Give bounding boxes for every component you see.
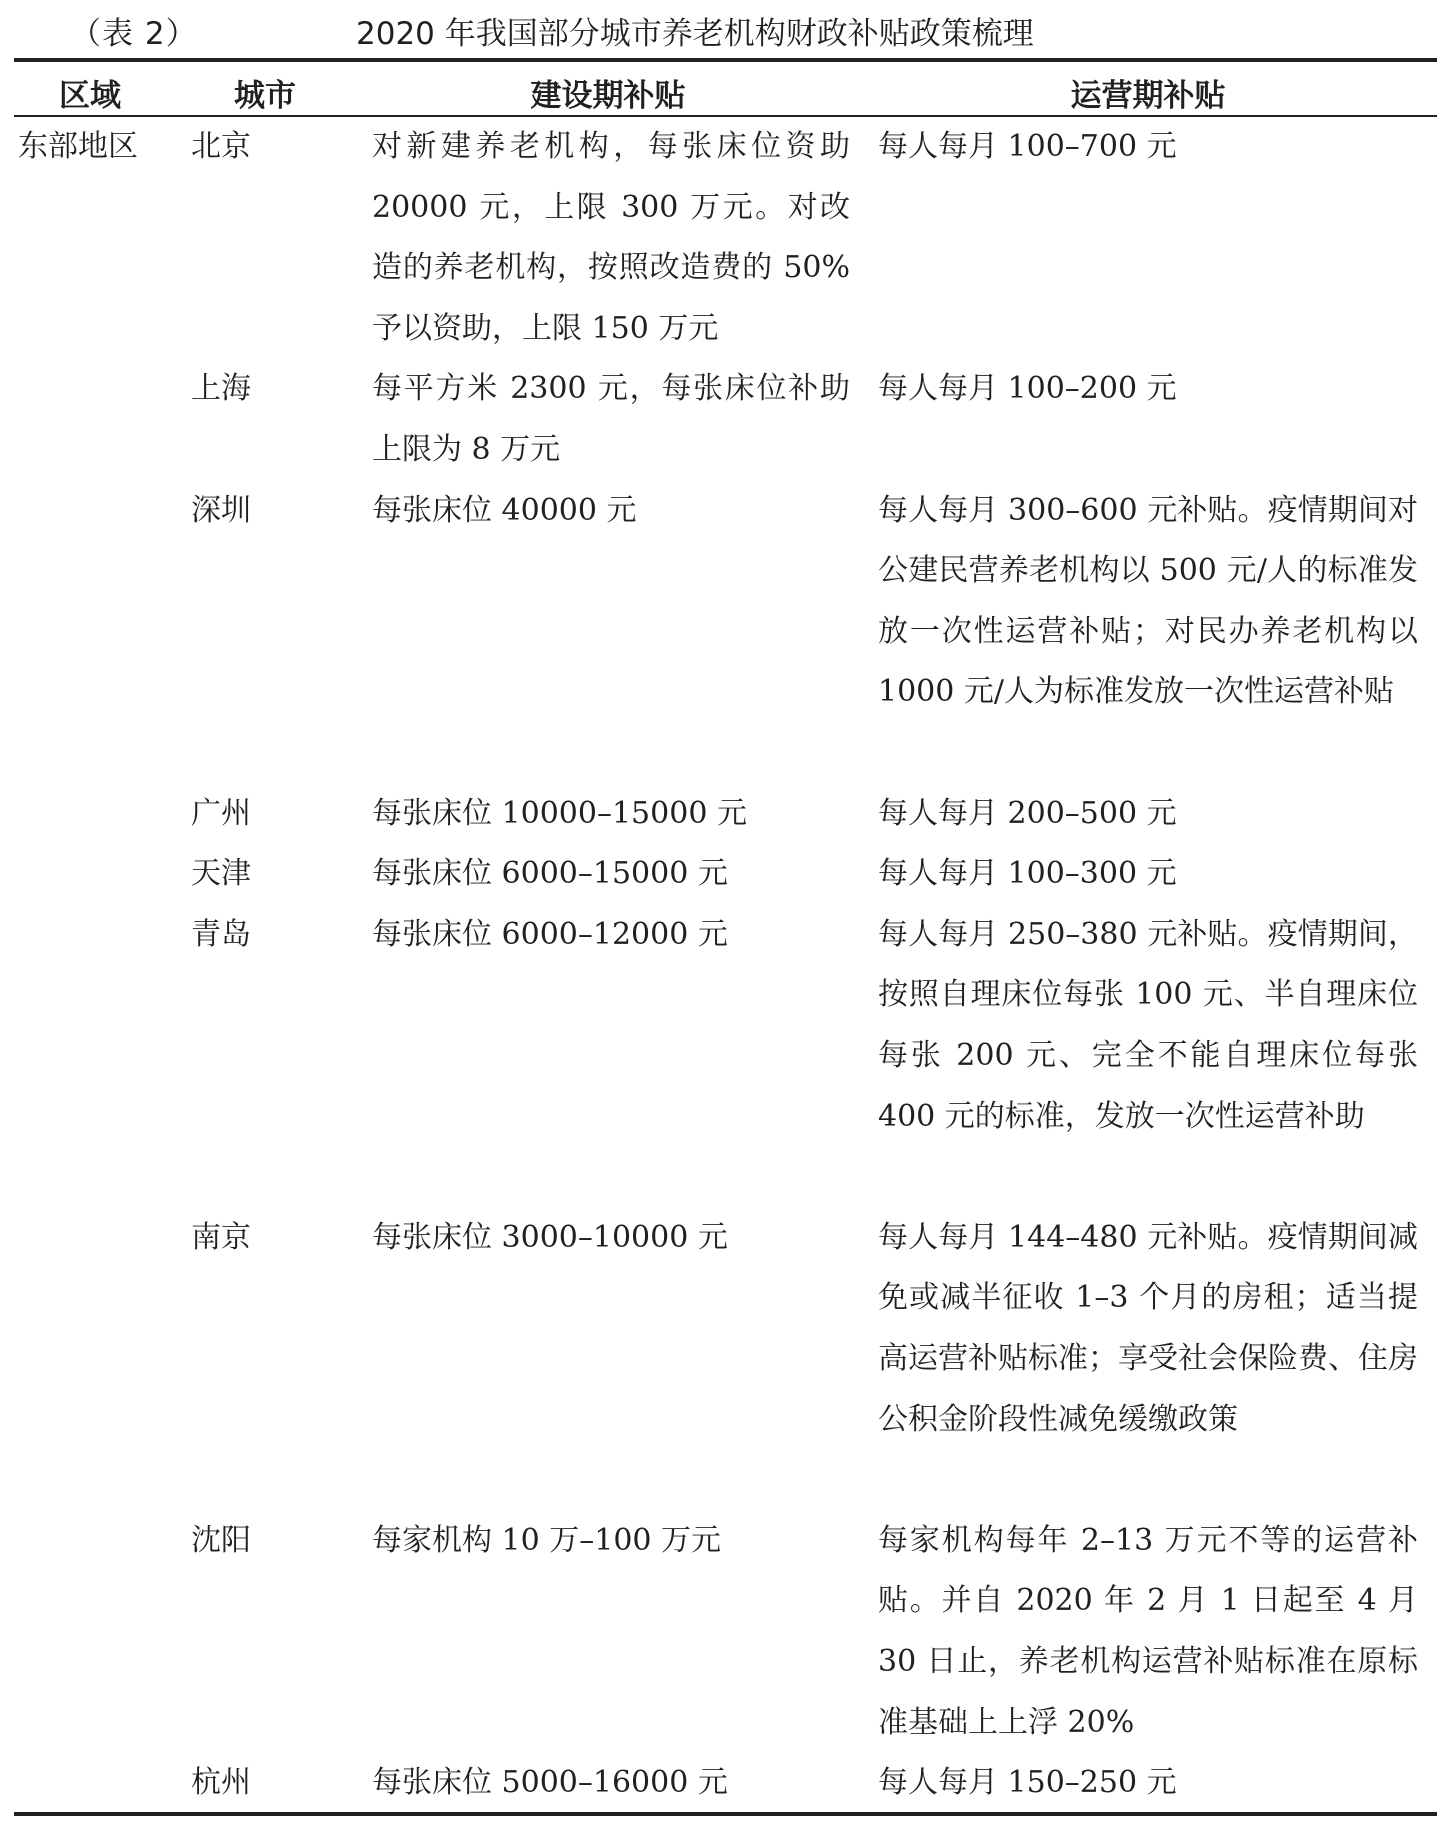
city-cell: 天津 (191, 856, 251, 892)
construction-cell: 每张床位 3000–10000 元 (372, 1219, 728, 1255)
construction-cell: 对新建养老机构，每张床位资助 20000 元，上限 300 万元。对改造的养老机构，按照改造费的 50%予以资助，上限 150 万元 (372, 129, 850, 346)
city-cell: 上海 (191, 371, 251, 407)
operation-cell: 每人每月 100–200 元 (878, 371, 1177, 407)
construction-cell: 每平方米 2300 元，每张床位补助上限为 8 万元 (372, 371, 850, 467)
construction-cell: 每张床位 10000–15000 元 (372, 795, 747, 831)
city-cell: 青岛 (191, 916, 251, 952)
construction-cell: 每张床位 6000–12000 元 (372, 916, 728, 952)
operation-cell: 每人每月 100–700 元 (878, 129, 1177, 164)
city-cell: 深圳 (191, 492, 251, 528)
table-body (0, 117, 1451, 1812)
city-cell: 广州 (191, 795, 251, 831)
construction-cell: 每张床位 5000–16000 元 (372, 1765, 728, 1801)
construction-cell: 每家机构 10 万–100 万元 (372, 1522, 722, 1558)
table-header (0, 62, 1451, 115)
construction-cell: 每张床位 40000 元 (372, 492, 637, 528)
operation-cell: 每人每月 144–480 元补贴。疫情期间减免或减半征收 1–3 个月的房租；适当提高运营补贴标准；享受社会保险费、住房公积金阶段性减免缓缴政策 (878, 1219, 1418, 1437)
header-region: 区域 (59, 78, 121, 114)
construction-cell: 每张床位 6000–15000 元 (372, 856, 728, 892)
operation-cell: 每家机构每年 2–13 万元不等的运营补贴。并自 2020 年 2 月 1 日起至 4 月 30 日止，养老机构运营补贴标准在原标准基础上上浮 20% (878, 1522, 1418, 1740)
header-construction-subsidy: 建设期补贴 (530, 78, 686, 114)
operation-cell: 每人每月 200–500 元 (878, 795, 1177, 831)
region-cell: 东部地区 (18, 129, 138, 164)
table-caption (0, 0, 1451, 56)
header-city: 城市 (234, 78, 296, 114)
city-cell: 杭州 (191, 1765, 251, 1801)
city-cell: 南京 (191, 1219, 251, 1255)
operation-cell: 每人每月 250–380 元补贴。疫情期间，按照自理床位每张 100 元、半自理床位每张 200 元、完全不能自理床位每张 400 元的标准，发放一次性运营补助 (878, 916, 1418, 1134)
operation-cell: 每人每月 300–600 元补贴。疫情期间对公建民营养老机构以 500 元/人的标准发放一次性运营补贴；对民办养老机构以 1000 元/人为标准发放一次性运营补贴 (878, 492, 1418, 710)
operation-cell: 每人每月 100–300 元 (878, 856, 1177, 892)
header-operation-subsidy: 运营期补贴 (1070, 78, 1226, 114)
table-number: （表 2） (70, 16, 198, 52)
operation-cell: 每人每月 150–250 元 (878, 1765, 1177, 1801)
city-cell: 北京 (191, 129, 251, 164)
city-cell: 沈阳 (191, 1522, 251, 1558)
bottom-rule (14, 1812, 1437, 1816)
table-title: 2020 年我国部分城市养老机构财政补贴政策梳理 (356, 16, 1034, 52)
